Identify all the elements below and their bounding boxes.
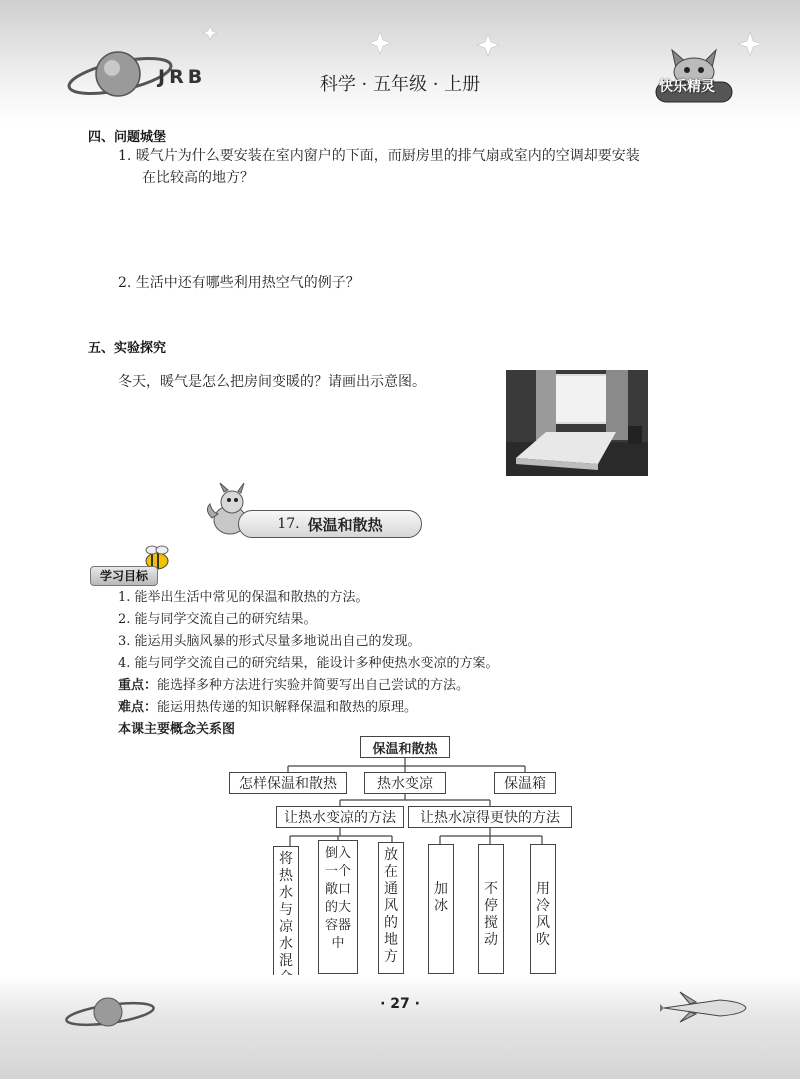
key-point-label: 重点： (118, 678, 158, 693)
difficult-point-label: 难点： (118, 700, 158, 715)
leaf-mix-with-cold-water: 将 热 水 与 凉 水 混 (273, 846, 299, 976)
lesson-title: 保温和散热 (307, 515, 383, 534)
goal-item-3: 3. 能运用头脑风暴的形式尽量多地说出自己的发现。 (118, 634, 421, 649)
footer-planet-icon (60, 992, 170, 1032)
concept-root: 保温和散热 (360, 736, 450, 758)
concept-how-to-keep-warm: 怎样保温和散热 (229, 772, 347, 794)
learning-goals-tag: 学习目标 (90, 566, 158, 586)
lesson-number: 17. (277, 516, 300, 532)
leaf-keep-stirring: 不 停 搅 动 (478, 844, 504, 974)
experiment-prompt: 冬天，暖气是怎么把房间变暖的？请画出示意图。 (118, 374, 426, 390)
concept-ways-to-cool: 让热水变凉的方法 (276, 806, 404, 828)
space-shuttle-icon (660, 990, 750, 1024)
concept-map-title: 本课主要概念关系图 (118, 722, 236, 737)
goal-item-1: 1. 能举出生活中常见的保温和散热的方法。 (118, 590, 369, 605)
leaf-blow-cold-air: 用 冷 风 吹 (530, 844, 556, 974)
leaf-add-ice: 加 冰 (428, 844, 454, 974)
leaf-pour-into-large-container: 倒入 一个 敞口 的大 容器 中 (318, 840, 358, 974)
page-header-title: 科学 · 五年级 · 上册 (319, 74, 481, 95)
page-number: · 27 · (380, 996, 420, 1012)
section-title-questions: 四、问题城堡 (88, 130, 167, 145)
goal-item-4: 4. 能与同学交流自己的研究结果，能设计多种使热水变凉的方案。 (118, 656, 499, 671)
question-2: 2. 生活中还有哪些利用热空气的例子？ (118, 275, 360, 291)
goal-item-2: 2. 能与同学交流自己的研究结果。 (118, 612, 317, 627)
section-title-experiment: 五、实验探究 (88, 341, 167, 356)
key-point-text: 能选择多种方法进行实验并简要写出自己尝试的方法。 (157, 678, 470, 693)
question-1-line-2: 在比较高的地方？ (142, 170, 254, 186)
leaf-place-in-ventilated-area: 放 在 通 风 的 地 方 (378, 842, 404, 974)
concept-hot-water-cools: 热水变凉 (364, 772, 446, 794)
logo-text: 快乐精灵 (659, 79, 715, 95)
brand-label: JRB (158, 66, 207, 88)
difficult-point-text: 能运用热传递的知识解释保温和散热的原理。 (157, 700, 418, 715)
concept-ways-to-cool-faster: 让热水凉得更快的方法 (408, 806, 572, 828)
concept-insulation-box: 保温箱 (494, 772, 556, 794)
question-1-line-1: 1. 暖气片为什么要安装在室内窗户的下面，而厨房里的排气扇或室内的空调却要安装 (118, 148, 640, 164)
